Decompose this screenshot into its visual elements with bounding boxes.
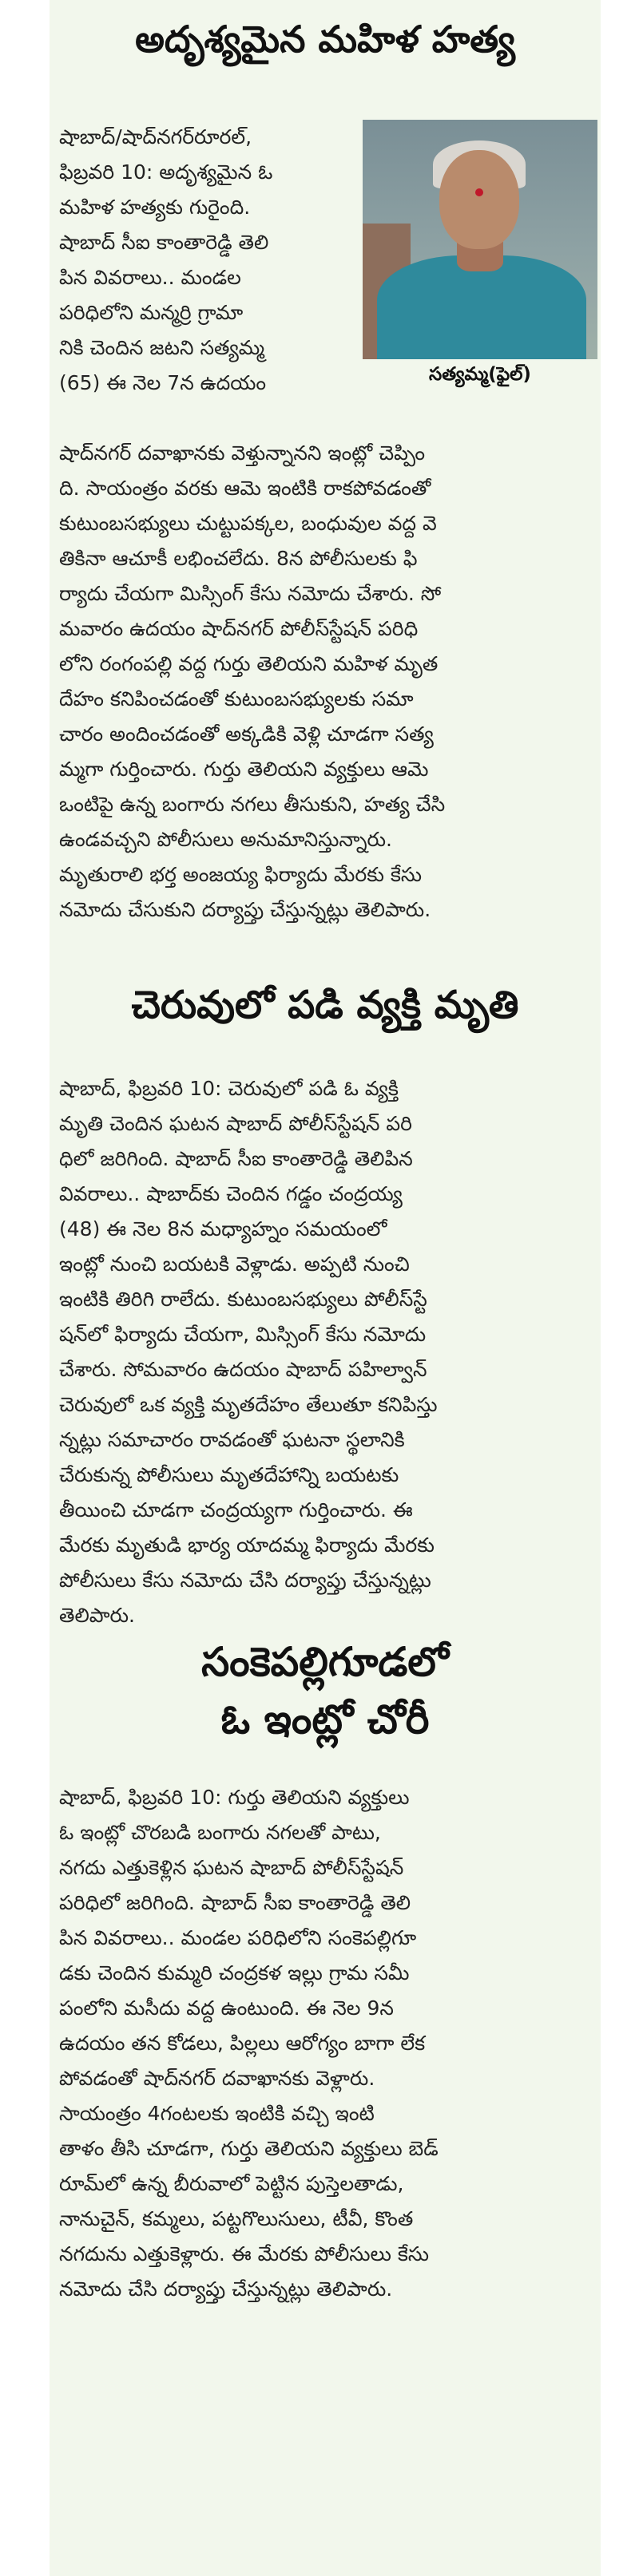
photo-bindi bbox=[475, 188, 483, 196]
article-1-body-bottom: షాద్‌నగర్ దవాఖానకు వెళ్తున్నానని ఇంట్లో చెప్పిం ది. సాయంత్రం వరకు ఆమె ఇంటికి రాకపోవడంతో కుటుంబసభ్యులు చుట్టుపక్కల, బంధువుల వద్ద వె తికినా ఆచూకీ లభించలేదు. 8న పోలీసులకు ఫి ర్యాదు చేయగా మిస్సింగ్ కేసు నమోదు చేశారు. సో మవారం ఉదయం షాద్‌నగర్ పోలీస్‌స్టేషన్ పరిధి లోని రంగంపల్లి వద్ద గుర్తు తెలియని మహిళ మృత దేహం కనిపించడంతో కుటుంబసభ్యులకు సమా చారం అందించడంతో అక్కడికి వెళ్లి చూడగా సత్య మ్మగా గుర్తించారు. గుర్తు తెలియని వ్యక్తులు ఆమె ఒంటిపై ఉన్న బంగారు నగలు తీసుకుని, హత్య చేసి ఉండవచ్చని పోలీసులు అనుమానిస్తున్నారు. మృతురాలి భర్త అంజయ్య ఫిర్యాదు మేరకు కేసు నమోదు చేసుకుని దర్యాప్తు చేస్తున్నట్లు తెలిపారు. bbox=[59, 441, 446, 921]
photo-caption: సత్యమ్మ(ఫైల్) bbox=[429, 364, 531, 385]
article-3-headline-line-2: ఓ ఇంట్లో చోరీ bbox=[220, 1696, 430, 1743]
article-2-headline: చెరువులో పడి వ్యక్తి మృతి bbox=[131, 983, 519, 1027]
photo-face bbox=[439, 150, 519, 249]
article-3-headline bbox=[50, 1633, 601, 1748]
newspaper-clipping bbox=[50, 0, 601, 2576]
article-3-headline-line-1: సంకెపల్లిగూడలో bbox=[201, 1639, 449, 1685]
article-1-headline: అదృశ్యమైన మహిళ హత్య bbox=[135, 18, 515, 61]
article-3-body: షాబాద్, ఫిబ్రవరి 10: గుర్తు తెలియని వ్యక్తులు ఓ ఇంట్లో చొరబడి బంగారు నగలతో పాటు, నగదు ఎత్తుకెళ్లిన ఘటన షాబాద్ పోలీస్‌స్టేషన్ పరిధిలో జరిగింది. షాబాద్ సీఐ కాంతారెడ్డి తెలి పిన వివరాలు.. మండల పరిధిలోని సంకెపల్లిగూ డకు చెందిన కుమ్మరి చంద్రకళ ఇల్లు గ్రామ సమీ పంలోని మసీదు వద్ద ఉంటుంది. ఈ నెల 9న ఉదయం తన కోడలు, పిల్లలు ఆరోగ్యం బాగా లేక పోవడంతో షాద్‌నగర్ దవాఖానకు వెళ్లారు. సాయంత్రం 4గంటలకు ఇంటికి వచ్చి ఇంటి తాళం తీసి చూడగా, గుర్తు తెలియని వ్యక్తులు బెడ్ రూమ్‌లో ఉన్న బీరువాలో పెట్టిన పుస్తెలతాడు, నానుచైన్, కమ్మలు, పట్టగొలుసులు, టీవీ, కొంత నగదును ఎత్తుకెళ్లారు. ఈ మేరకు పోలీసులు కేసు నమోదు చేసి దర్యాప్తు చేస్తున్నట్లు తెలిపారు. bbox=[59, 1786, 439, 2301]
article-1-body-top: షాబాద్/షాద్‌నగర్‌రూరల్, ఫిబ్రవరి 10: అదృశ్యమైన ఓ మహిళ హత్యకు గురైంది. షాబాద్ సీఐ కాంతారెడ్డి తెలి పిన వివరాలు.. మండల పరిధిలోని మన్మర్రి గ్రామా నికి చెందిన జటని సత్యమ్మ (65) ఈ నెల 7న ఉదయం bbox=[59, 125, 273, 394]
victim-photo bbox=[363, 120, 597, 359]
article-2-body: షాబాద్, ఫిబ్రవరి 10: చెరువులో పడి ఓ వ్యక్తి మృతి చెందిన ఘటన షాబాద్ పోలీస్‌స్టేషన్ పరి ధిలో జరిగింది. షాబాద్ సీఐ కాంతారెడ్డి తెలిపిన వివరాలు.. షాబాద్‌కు చెందిన గడ్డం చంద్రయ్య (48) ఈ నెల 8న మధ్యాహ్నం సమయంలో ఇంట్లో నుంచి బయటకి వెళ్లాడు. అప్పటి నుంచి ఇంటికి తిరిగి రాలేదు. కుటుంబసభ్యులు పోలీస్‌స్టే షన్‌లో ఫిర్యాదు చేయగా, మిస్సింగ్ కేసు నమోదు చేశారు. సోమవారం ఉదయం షాబాద్ పహిల్వాన్ చెరువులో ఒక వ్యక్తి మృతదేహం తేలుతూ కనిపిస్తు న్నట్లు సమాచారం రావడంతో ఘటనా స్థలానికి చేరుకున్న పోలీసులు మృతదేహాన్ని బయటకు తీయించి చూడగా చంద్రయ్యగా గుర్తించారు. ఈ మేరకు మృతుడి భార్య యాదమ్మ ఫిర్యాదు మేరకు పోలీసులు కేసు నమోదు చేసి దర్యాప్తు చేస్తున్నట్లు తెలిపారు. bbox=[59, 1077, 438, 1627]
